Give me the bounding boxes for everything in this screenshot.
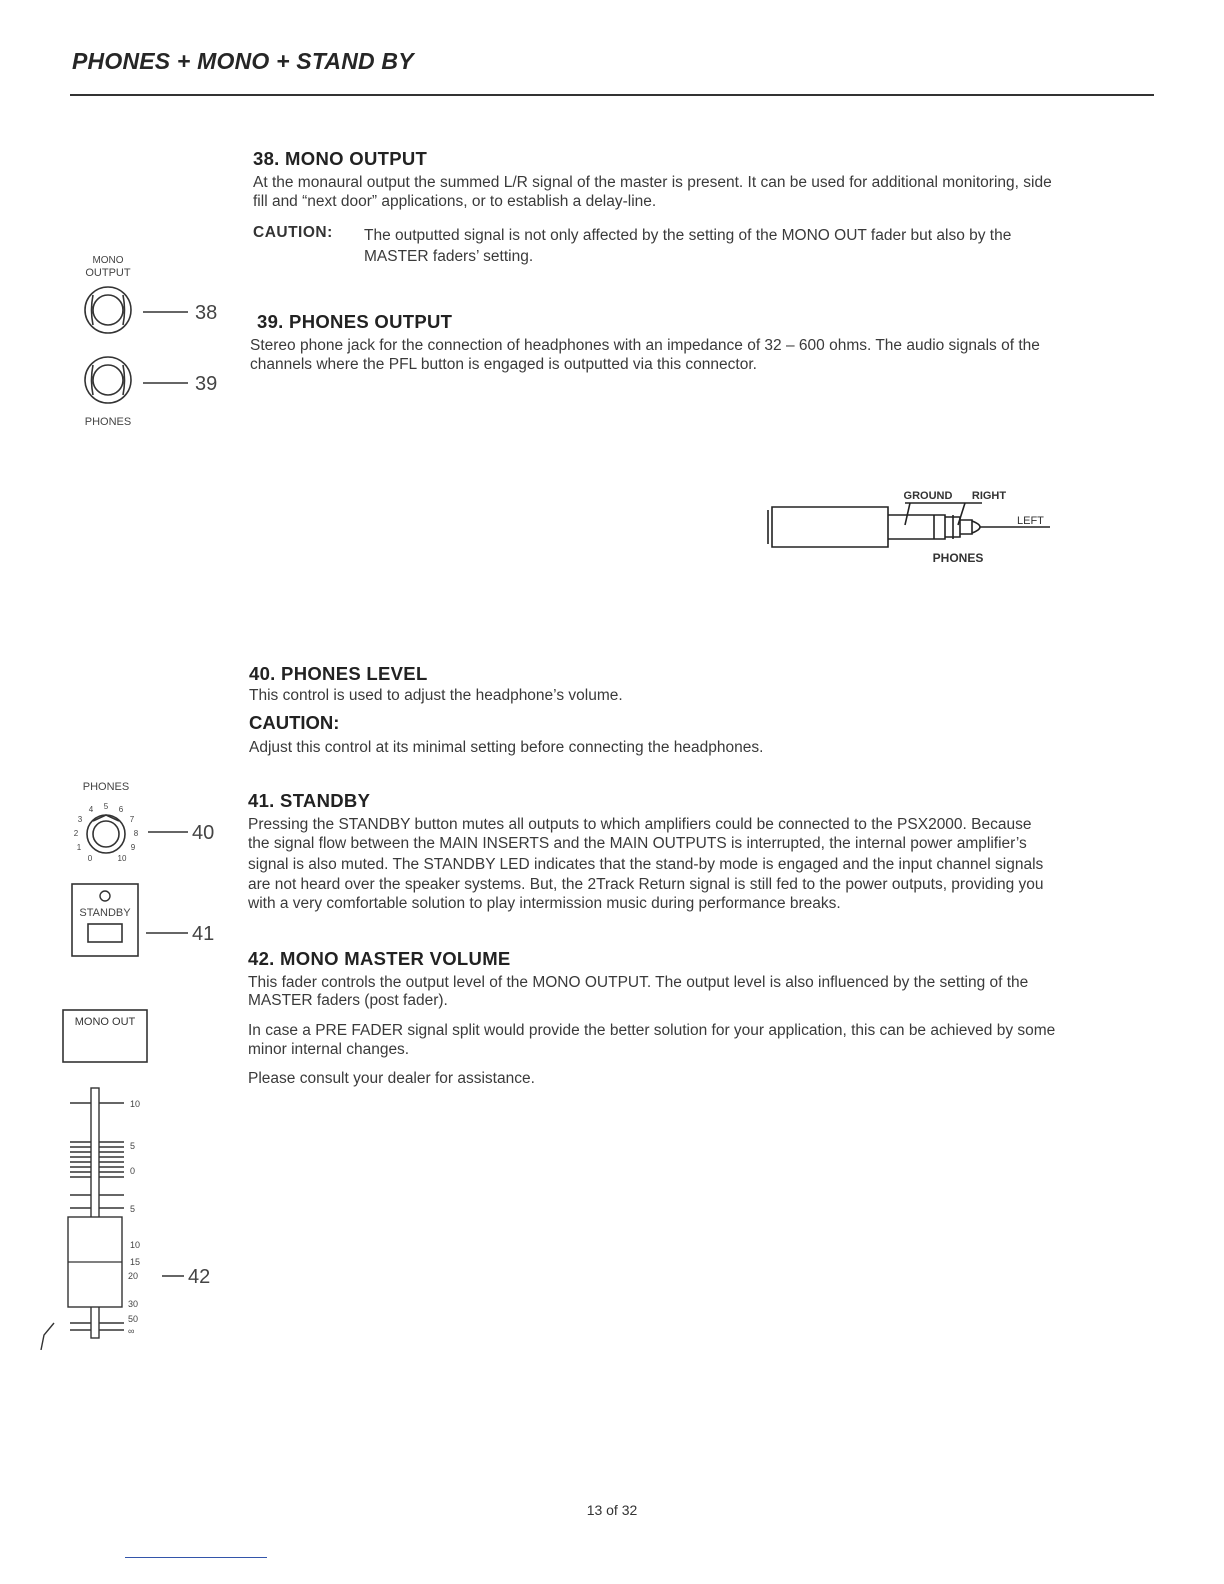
- section-39-line-2: channels where the PFL button is engaged is outputted via this connector.: [250, 356, 757, 373]
- section-40-heading: 40. PHONES LEVEL: [249, 663, 428, 684]
- section-41-heading: 41. STANDBY: [248, 790, 371, 811]
- phones-jack-icon: [85, 357, 131, 403]
- fader-scale-15: 15: [130, 1257, 141, 1267]
- section-42-para1-line-1: This fader controls the output level of the MONO OUTPUT. The output level is also influenced by the setting of the: [248, 974, 1029, 991]
- plug-left-label: LEFT: [1017, 515, 1044, 527]
- section-42-heading: 42. MONO MASTER VOLUME: [248, 948, 511, 969]
- section-38-caution-line-2: MASTER faders’ setting.: [364, 248, 534, 265]
- fader-scale-10b: 10: [130, 1240, 141, 1250]
- standby-button[interactable]: [88, 924, 122, 942]
- standby-led-icon: [100, 891, 110, 901]
- section-41-line-4: are not heard over the speaker systems. But, the 2Track Return signal is still fed to the power outputs, providing you: [248, 876, 1044, 893]
- fader-scale-inf: ∞: [128, 1326, 135, 1336]
- section-40-caution-label: CAUTION:: [249, 712, 340, 733]
- section-39-heading: 39. PHONES OUTPUT: [257, 311, 453, 332]
- section-41-line-1: Pressing the STANDBY button mutes all outputs to which amplifiers could be connected to the PSX2000. Because: [248, 816, 1032, 833]
- section-38-line-2: fill and “next door” applications, or to establish a delay-line.: [253, 193, 657, 210]
- section-38-caution-line-1: The outputted signal is not only affected by the setting of the MONO OUT fader but also by the: [364, 227, 1012, 244]
- section-42-para1-line-2: MASTER faders (post fader).: [248, 992, 448, 1009]
- knob-tick-9: 9: [130, 843, 136, 852]
- fader-scale-5b: 5: [130, 1204, 136, 1214]
- plug-shape-icon: [768, 503, 1050, 547]
- section-38-line-1: At the monaural output the summed L/R signal of the master is present. It can be used for additional monitoring, side: [253, 174, 1052, 191]
- section-40-line: This control is used to adjust the headphone’s volume.: [249, 687, 623, 704]
- callout-38: 38: [195, 302, 218, 324]
- phones-level-knob-icon: [87, 815, 125, 853]
- section-42-para2-line-2: minor internal changes.: [248, 1041, 410, 1058]
- fader-scale-0: 0: [130, 1166, 136, 1176]
- knob-tick-10: 10: [117, 854, 127, 863]
- phone-plug-diagram: [760, 485, 1060, 575]
- standby-diagram: [60, 878, 240, 963]
- fader-scale-50: 50: [128, 1314, 139, 1324]
- section-41-line-2: the signal flow between the MAIN INSERTS and the MAIN OUTPUTS is interrupted, the internal power amplifier’s: [248, 835, 1027, 852]
- knob-tick-7: 7: [129, 815, 135, 824]
- knob-tick-5: 5: [103, 802, 109, 811]
- mono-output-label-2: OUTPUT: [85, 267, 131, 279]
- standby-label: STANDBY: [79, 907, 131, 919]
- callout-39: 39: [195, 373, 218, 395]
- section-38-heading: 38. MONO OUTPUT: [253, 148, 428, 169]
- knob-tick-6: 6: [118, 805, 124, 814]
- output-jacks-diagram: [60, 250, 240, 440]
- phones-jack-label: PHONES: [84, 416, 132, 428]
- knob-tick-4: 4: [88, 805, 94, 814]
- section-38-caution-label: CAUTION:: [253, 224, 333, 241]
- plug-right-label: RIGHT: [971, 490, 1007, 502]
- knob-label: PHONES: [82, 781, 130, 793]
- standby-panel: [72, 884, 138, 956]
- section-41-line-3: signal is also muted. The STANDBY LED indicates that the stand-by mode is engaged and the input channel signals: [248, 856, 1044, 873]
- knob-tick-3: 3: [77, 815, 83, 824]
- callout-41: 41: [192, 923, 215, 945]
- knob-tick-2: 2: [73, 829, 79, 838]
- callout-40: 40: [192, 822, 215, 844]
- knob-tick-1: 1: [76, 843, 82, 852]
- phones-level-knob-diagram: [60, 775, 240, 875]
- section-40-caution-line: Adjust this control at its minimal setting before connecting the headphones.: [249, 739, 764, 756]
- section-42-para2-line-1: In case a PRE FADER signal split would provide the better solution for your application, this can be achieved by some: [248, 1022, 1056, 1039]
- section-42-para3: Please consult your dealer for assistance.: [248, 1070, 535, 1087]
- callout-42: 42: [188, 1266, 211, 1288]
- section-39-line-1: Stereo phone jack for the connection of headphones with an impedance of 32 – 600 ohms. The audio signals of the: [250, 337, 1040, 354]
- plug-ground-label: GROUND: [903, 490, 953, 502]
- page-number: 13 of 32: [586, 1502, 638, 1518]
- mono-out-fader-diagram: [34, 1005, 234, 1350]
- plug-caption: PHONES: [932, 551, 984, 565]
- header-divider: [70, 94, 1154, 96]
- knob-tick-8: 8: [133, 829, 139, 838]
- section-41-line-5: with a very comfortable solution to play intermission music during performance breaks.: [248, 895, 841, 912]
- page-title: PHONES + MONO + STAND BY: [72, 48, 414, 74]
- fader-scale-5a: 5: [130, 1141, 136, 1151]
- fader-scale-10: 10: [130, 1099, 141, 1109]
- mono-output-jack-icon: [85, 287, 131, 333]
- mono-out-label: MONO OUT: [74, 1016, 136, 1028]
- fader-scale-30: 30: [128, 1299, 139, 1309]
- knob-tick-0: 0: [87, 854, 93, 863]
- fader-scale-20: 20: [128, 1271, 139, 1281]
- mono-output-label-1: MONO: [92, 255, 124, 266]
- bottom-link-underline: [125, 1557, 267, 1558]
